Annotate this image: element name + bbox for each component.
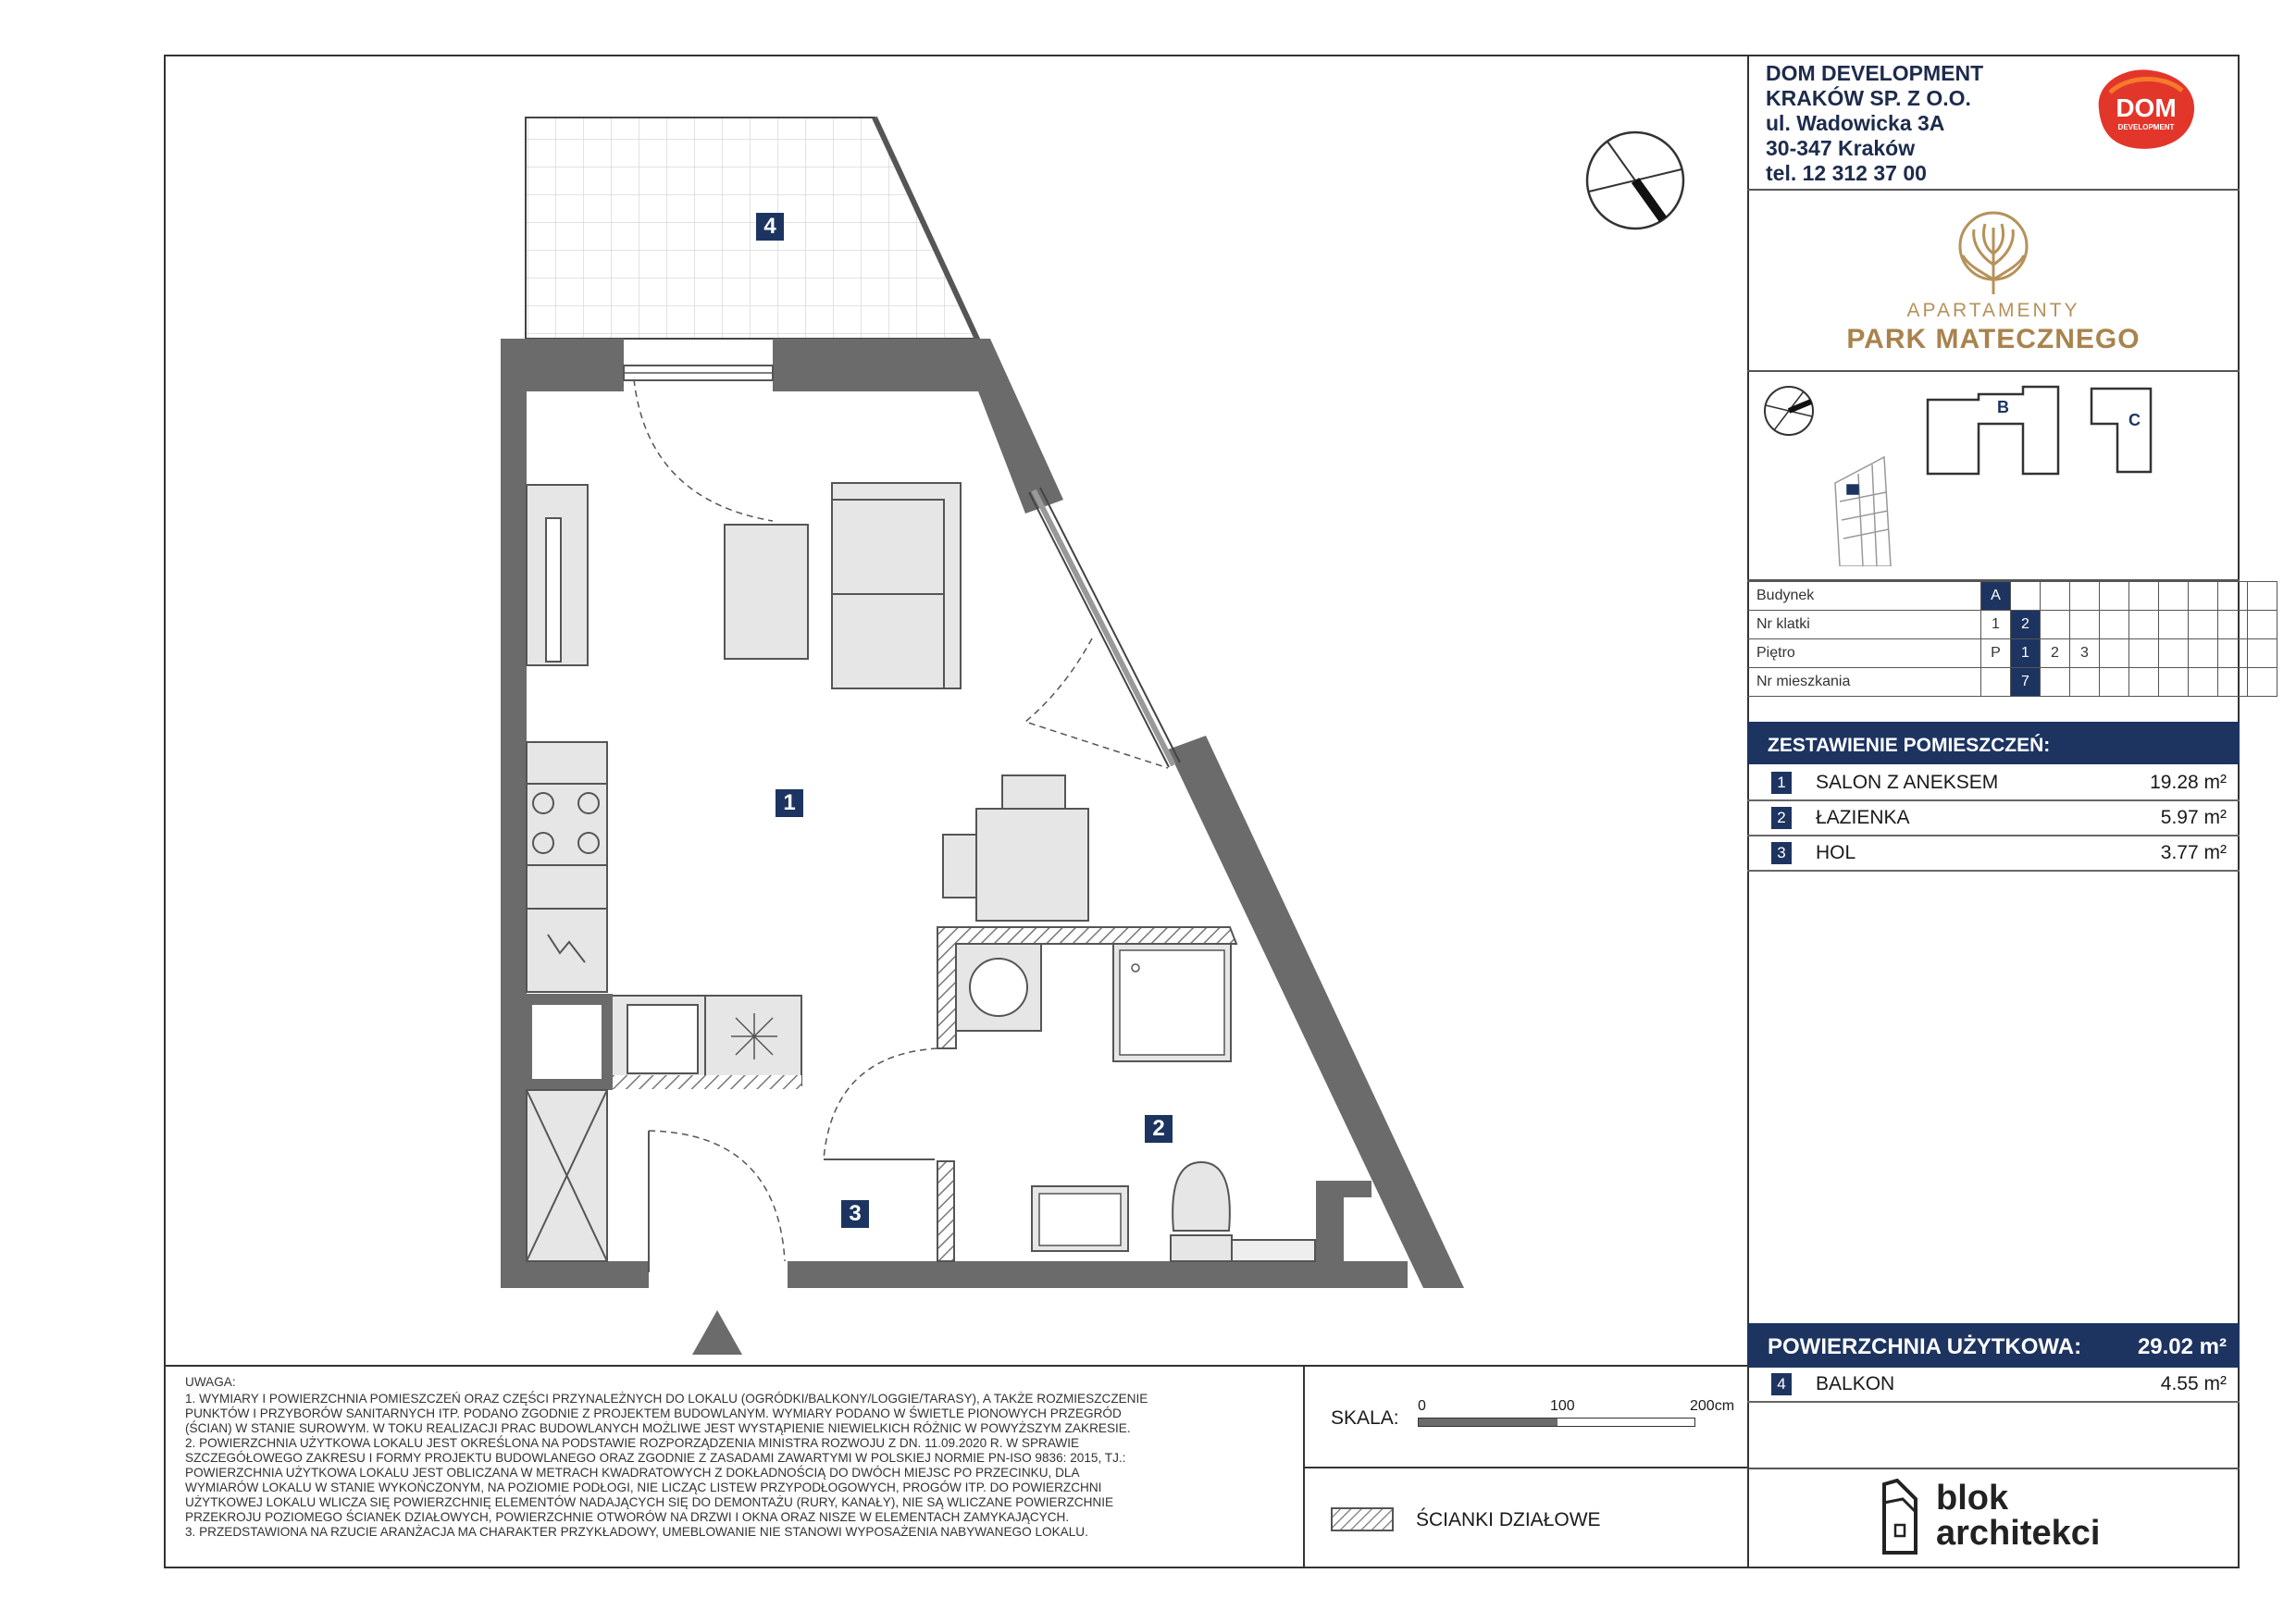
dom-development-logo: [2090, 65, 2203, 154]
location-table: [1747, 581, 2277, 697]
architect-name-line1: blok: [1936, 1479, 2009, 1518]
building-b-label: B: [1997, 398, 2009, 416]
note-line: PRZEKROJU POZIOMEGO ŚCIANEK DZIAŁOWYCH, POWIERZCHNIE OTWORÓW NA DRZWI I OKNA ORAZ NISZE W ELEMENTACH ZAMYKAJĄCYCH.: [185, 1510, 1070, 1524]
location-cell: [2218, 611, 2248, 639]
scale-bar: [1418, 1418, 1695, 1427]
usable-area-value: 29.02 m²: [2137, 1334, 2227, 1359]
location-cell: [2041, 611, 2070, 639]
rooms-list: [1747, 766, 2240, 872]
balcony-row: [1747, 1368, 2240, 1403]
scale-tick-200: 200cm: [1690, 1398, 1735, 1414]
scale-tick-0: 0: [1418, 1398, 1426, 1414]
room-row: [1747, 836, 2240, 872]
note-line: 2. POWIERZCHNIA UŻYTKOWA LOKALU JEST OKREŚLONA NA PODSTAWIE ROZPORZĄDZENIA MINISTRA ROZWOJU Z DN. 11.09.2020 R. W SPRAWIE: [185, 1436, 1080, 1450]
room-number: 3: [1771, 842, 1792, 864]
mini-floor-plan: [1835, 457, 1891, 566]
key-plan: [1747, 372, 2240, 566]
location-cell: [2129, 668, 2159, 697]
room-number: 4: [1771, 1373, 1792, 1395]
location-row: [1747, 611, 2277, 639]
scale-tick-100: 100: [1550, 1398, 1575, 1414]
location-cell: [2189, 668, 2218, 697]
room-area: 5.97 m²: [2160, 807, 2227, 828]
location-cell: 3: [2070, 639, 2100, 668]
dom-logo-text: DOM: [2116, 93, 2177, 122]
location-cell: [2218, 639, 2248, 668]
note-line: POWIERZCHNIA UŻYTKOWA LOKALU JEST OBLICZANA W METRACH KWADRATOWYCH Z DOKŁADNOŚCIĄ DO DWÓCH MIEJSC PO PRZECINKU, DLA: [185, 1466, 1080, 1480]
note-line: SZCZEGÓŁOWEGO ZAKRESU I FORMY PROJEKTU BUDOWLANEGO ORAZ ZGODNIE Z ZASADAMI ZAWARTYMI W POLSKIEJ NORMIE PN-ISO 9836: 2015, TJ.:: [185, 1451, 1126, 1465]
location-row: [1747, 639, 2277, 668]
architect-name-line2: architekci: [1936, 1514, 2101, 1553]
location-cell: 1: [1981, 611, 2011, 639]
location-cell: 2: [2041, 639, 2070, 668]
company-entity: KRAKÓW SP. Z O.O.: [1766, 86, 1971, 110]
notes-title: UWAGA:: [185, 1375, 236, 1389]
location-cell: [2159, 611, 2189, 639]
rooms-header: ZESTAWIENIE POMIESZCZEŃ:: [1747, 722, 2240, 764]
project-title-line1: APARTAMENTY: [1906, 300, 2080, 321]
scale-band-divider: [1305, 1467, 1749, 1468]
scale-legend-box: [1303, 1365, 1749, 1568]
divider: [1747, 189, 2240, 191]
room-name: SALON Z ANEKSEM: [1816, 772, 1999, 793]
divider: [1747, 1468, 2240, 1469]
location-row: [1747, 668, 2277, 697]
company-address: [1766, 61, 1983, 186]
building-b-outline: [1928, 387, 2058, 474]
dom-logo-subtext: DEVELOPMENT: [2117, 123, 2175, 131]
note-line: WYMIARÓW LOKALU W STANIE WYKOŃCZONYM, NA POZIOMIE PODŁOGI, NIE LICZĄC LISTEW PRZYPODŁOGOWYCH, PROGÓW ITP. DO POWIERZCHNI: [185, 1481, 1102, 1494]
location-cell: [2100, 639, 2129, 668]
location-cell: [2070, 582, 2100, 611]
project-logo: [1747, 204, 2240, 370]
location-cell: [2041, 668, 2070, 697]
location-cell: [2159, 582, 2189, 611]
location-cell: [2129, 611, 2159, 639]
location-cell: [2129, 582, 2159, 611]
location-cell: [2159, 639, 2189, 668]
location-cell: 1: [2011, 639, 2041, 668]
room-label-1: 1: [776, 789, 803, 817]
location-cell: [2159, 668, 2189, 697]
location-cell: [2218, 582, 2248, 611]
location-cell: [2100, 668, 2129, 697]
usable-area-bar: [1747, 1323, 2240, 1368]
building-c-label: C: [2128, 411, 2141, 429]
room-label-2: 2: [1145, 1115, 1173, 1143]
room-name: HOL: [1816, 842, 1856, 863]
notes: [185, 1375, 1296, 1540]
company-name: DOM DEVELOPMENT: [1766, 61, 1984, 85]
location-cell: [2100, 582, 2129, 611]
note-line: 1. WYMIARY I POWIERZCHNIA POMIESZCZEŃ ORAZ CZĘŚCI PRZYNALEŻNYCH DO LOKALU (OGRÓDKI/BALKONY/LOGGIE/TARASY), A TAKŻE ROZMIESZCZENIE: [185, 1392, 1148, 1406]
location-row-label: Piętro: [1747, 639, 1981, 668]
note-line: UŻYTKOWEJ LOKALU WLICZA SIĘ POWIERZCHNIĘ ELEMENTÓW NADAJĄCYCH SIĘ DO DEMONTAŻU (RURY, KANAŁY), NIE SĄ WLICZANE POWIERZCHNIE: [185, 1495, 1114, 1509]
room-name: BALKON: [1816, 1373, 1895, 1394]
location-row-label: Nr klatki: [1747, 611, 1981, 639]
note-line: PUNKTÓW I PRZYBORÓW SANITARNYCH ITP. PODANO ZGODNIE Z PROJEKTEM BUDOWLANYM. WYMIARY PODANO W ŚWIETLE PIONOWYCH PRZEGRÓD: [185, 1406, 1122, 1420]
room-area: 4.55 m²: [2160, 1373, 2227, 1394]
room-label-3: 3: [841, 1200, 869, 1228]
location-row-label: Budynek: [1747, 582, 1981, 611]
location-cell: [2189, 582, 2218, 611]
location-cell: [2248, 582, 2277, 611]
location-cell: [2248, 611, 2277, 639]
location-cell: [2189, 639, 2218, 668]
building-c-outline: [2091, 389, 2151, 472]
room-label-4: 4: [756, 213, 784, 241]
location-row-label: Nr mieszkania: [1747, 668, 1981, 697]
location-cell: 2: [2011, 611, 2041, 639]
location-cell: [2070, 611, 2100, 639]
location-cell: P: [1981, 639, 2011, 668]
balcony-row-wrap: [1747, 1368, 2240, 1403]
room-number: 2: [1771, 807, 1792, 829]
company-street: ul. Wadowicka 3A: [1766, 111, 1945, 135]
location-cell: [2248, 639, 2277, 668]
location-cell: [2041, 582, 2070, 611]
room-row: [1747, 801, 2240, 836]
location-cell: [2248, 668, 2277, 697]
blok-logo-icon: [1879, 1479, 1921, 1555]
location-cell: [2129, 639, 2159, 668]
note-line: (ŚCIAN) W STANIE SUROWYM. W TOKU REALIZACJI PRAC BUDOWLANYCH MOŻLIWE JEST WYSTĄPIENIE NIEWIELKICH RÓŻNIC W POWYŻSZYM ZAKRESIE.: [185, 1421, 1131, 1435]
location-cell: 7: [2011, 668, 2041, 697]
usable-area-label: POWIERZCHNIA UŻYTKOWA:: [1768, 1334, 2082, 1359]
location-cell: [2218, 668, 2248, 697]
scale-label: SKALA:: [1331, 1407, 1399, 1429]
company-phone: tel. 12 312 37 00: [1766, 161, 1927, 185]
location-cell: [2011, 582, 2041, 611]
tree-logo-icon: [1952, 209, 2035, 296]
room-number: 1: [1771, 772, 1792, 794]
note-line: 3. PRZEDSTAWIONA NA RZUCIE ARANŻACJA MA CHARAKTER PRZYKŁADOWY, UMEBLOWANIE NIE STANOWI WYPOSAŻENIA NABYWANEGO LOKALU.: [185, 1525, 1088, 1539]
room-name: ŁAZIENKA: [1816, 807, 1910, 828]
location-cell: [1981, 668, 2011, 697]
company-city: 30-347 Kraków: [1766, 136, 1916, 160]
location-cell: [2189, 611, 2218, 639]
location-cell: A: [1981, 582, 2011, 611]
partition-legend-swatch: [1331, 1507, 1394, 1531]
partition-legend-label: ŚCIANKI DZIAŁOWE: [1416, 1509, 1601, 1530]
room-area: 19.28 m²: [2150, 772, 2227, 793]
location-cell: [2070, 668, 2100, 697]
project-title-line2: PARK MATECZNEGO: [1846, 324, 2141, 354]
location-cell: [2100, 611, 2129, 639]
location-row: [1747, 582, 2277, 611]
room-area: 3.77 m²: [2160, 842, 2227, 863]
key-compass-icon: [1765, 387, 1813, 435]
room-row: [1747, 766, 2240, 801]
